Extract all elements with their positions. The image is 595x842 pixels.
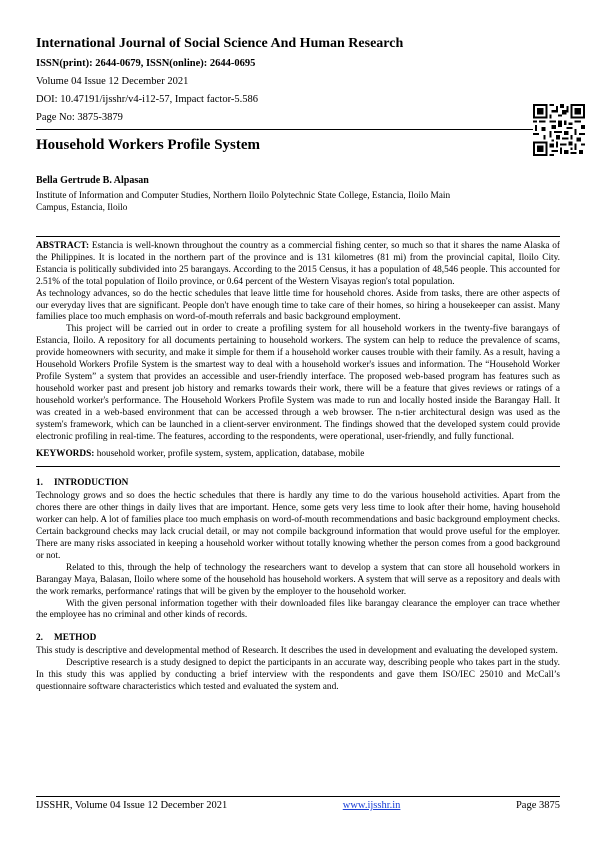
abstract-p3: This project will be carried out in order to create a profiling system for all household workers in the twenty-five barangays of Estancia, Iloilo. A repository for all documents pertaining to household workers. The system can help to reduce the prevalence of scams, provide homeowners with security, and make it simple for them if a household worker causes trouble with their family. As a result, having a Household Workers Profile System is the smartest way to deal with a household worker's issues and information. The “Household Worker Profile System” a system that provides an accessible and user-friendly interface. The proposed web-based program has features such as household worker past and present job history and remarks towards their work, there will be a feature that gives reviews or ratings of a household worker's performance. The Household Workers Profile System was made to run and locally hosted inside the Barangay Hall. It was created in a web-based environment that can be accessed through a web browser. The n-tier architectural design was used as the system's framework, which can be launched in a client-server environment. The findings showed that the developed system could provide electronic profiling in real-time. The features, according to the respondents, were operational, user-friendly, and fully functional.	[36, 324, 560, 442]
author-affiliation: Institute of Information and Computer Studies, Northern Iloilo Polytechnic State College, Estancia, Iloilo Main Campus, Estancia, Iloilo	[36, 191, 451, 213]
intro-p3: With the given personal information together with their downloaded files like barangay clearance the employer can trace whether the employee has no criminal and other kinds of records.	[36, 598, 560, 621]
page-footer	[36, 796, 560, 811]
abstract-section	[36, 232, 560, 467]
header-rule	[36, 129, 560, 130]
page	[36, 36, 560, 694]
intro-p2: Related to this, through the help of technology the researchers want to develop a system that can store all household workers in Barangay Maya, Balasan, Iloilo where some of the household has household workers. A system that will serve as a repository and deals with the work remarks, performance' ratings that will be given by the employer to the household worker.	[36, 562, 560, 597]
journal-title: International Journal of Social Science And Human Research	[36, 36, 404, 51]
section-title: METHOD	[54, 633, 97, 644]
section-number: 2.	[36, 633, 43, 644]
abstract-p2: As technology advances, so do the hectic schedules that leave little time for household chores. Aside from tasks, there are other aspects of our everyday lives that are significant. People don't have enough time to take care of their homes, so hiring a housekeeper can assist. Many families place too much emphasis on word-of-mouth referrals and basic background employment.	[36, 288, 560, 323]
intro-p1: Technology grows and so does the hectic schedules that there is hardly any time to do the various household activities. Apart from the chores there are other things in daily lives that are important. Hence, some gets very less time to look after their home, having household worker can help. A lot of families place too much emphasis on word-of-mouth recommendations and basic background employment checks. Certain background checks may lack crucial detail, or may not compile background information that would prove useful for the employer. There are many risks associated in keeping a household worker without totally knowing whether the person comes from a good background or not.	[36, 491, 560, 561]
section-number: 1.	[36, 478, 43, 489]
qr-code-icon	[533, 104, 585, 156]
footer-website-link[interactable]: www.ijsshr.in	[342, 800, 401, 811]
keywords-label: KEYWORDS:	[36, 449, 95, 460]
journal-pages: Page No: 3875-3879	[36, 112, 123, 123]
journal-issn: ISSN(print): 2644-0679, ISSN(online): 2644-0695	[36, 58, 256, 69]
journal-doi: DOI: 10.47191/ijsshr/v4-i12-57, Impact factor-5.586	[36, 94, 258, 105]
section-introduction-heading	[36, 477, 560, 489]
keywords-text: household worker, profile system, system, application, database, mobile	[94, 449, 365, 460]
footer-journal: IJSSHR, Volume 04 Issue 12 December 2021	[36, 800, 228, 811]
method-p2: Descriptive research is a study designed to depict the participants in an accurate way, describing people who takes part in the study. In this study this was applied by conducting a brief interview with the respondents and gave them ISO/IEC 25010 and McCall’s questionnaire software characteristics which tested and evaluated the system and.	[36, 658, 560, 693]
keywords	[36, 448, 560, 460]
abstract-p1-text: Estancia is well-known throughout the country as a commercial fishing center, so much so that it shares the name Alaska of the Philippines. It is located in the northern part of the province and is 131 kilometres (81 mi) from the provincial capital, Iloilo City. Estancia is politically subdivided into 25 barangays. According to the 2015 Census, it has a population of 48,546 people. This accounted for 2.51% of the total population of Iloilo province, or 0.64 percent of the Western Visayas region's total population.	[36, 241, 560, 287]
abstract-label: ABSTRACT:	[36, 241, 90, 251]
journal-volume: Volume 04 Issue 12 December 2021	[36, 76, 189, 87]
keywords-rule	[36, 466, 560, 467]
paper-title: Household Workers Profile System	[36, 137, 261, 153]
abstract-rule	[36, 236, 560, 237]
author-name: Bella Gertrude B. Alpasan	[36, 175, 149, 186]
section-title: INTRODUCTION	[54, 478, 129, 489]
method-p1: This study is descriptive and developmental method of Research. It describes the used in development and evaluating the developed system.	[36, 646, 558, 657]
section-method-heading	[36, 632, 560, 644]
footer-page-number: Page 3875	[515, 800, 560, 811]
abstract-p1	[36, 241, 560, 289]
